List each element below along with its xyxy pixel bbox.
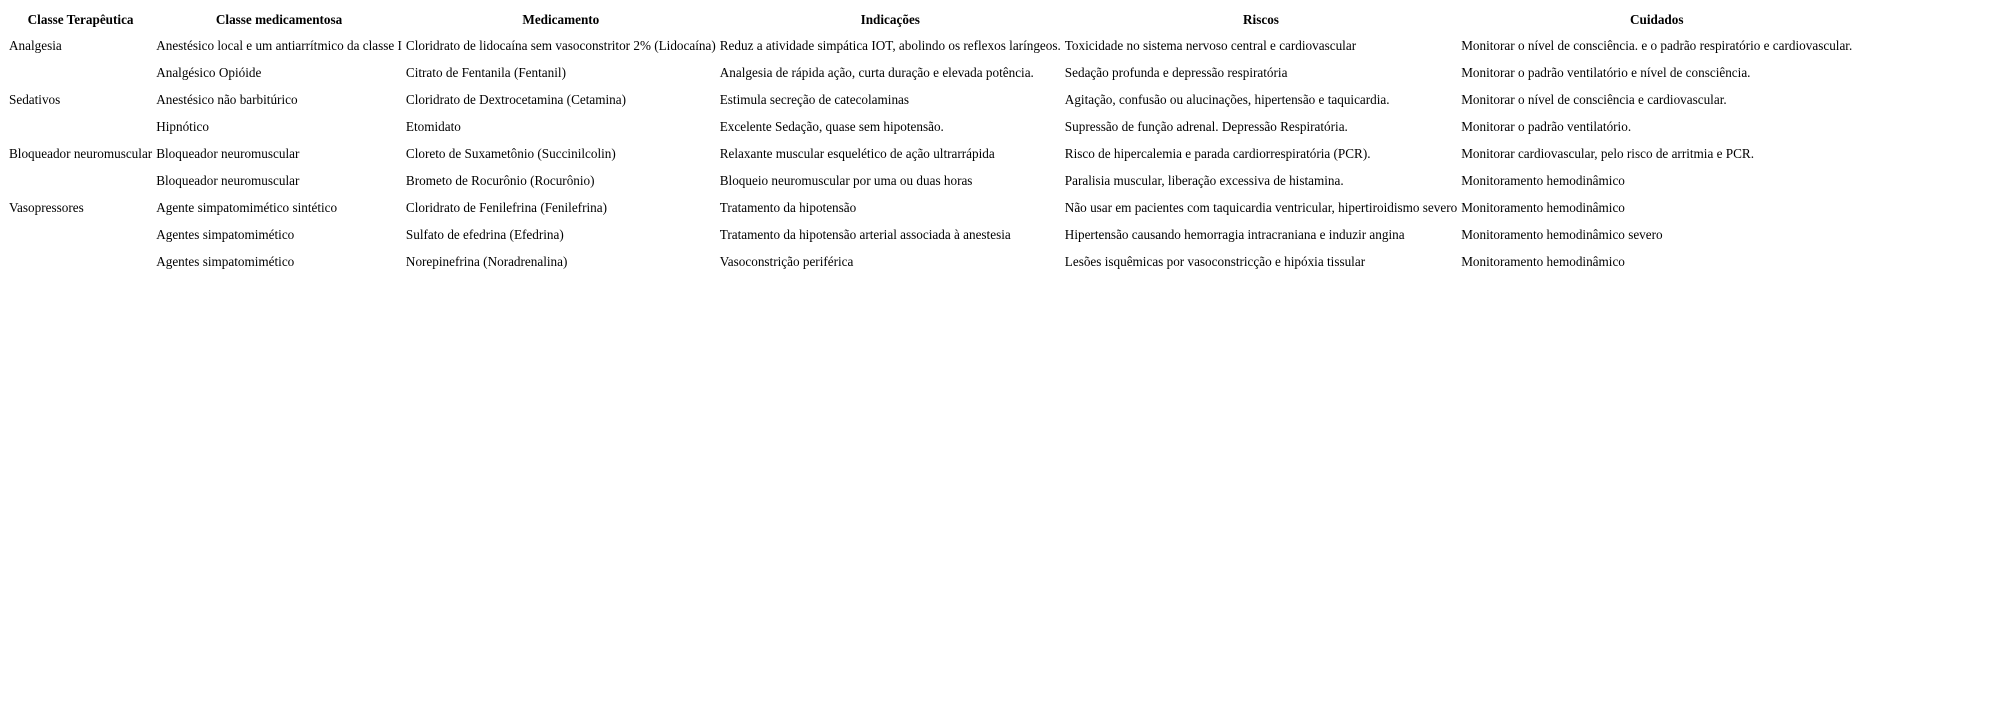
cell-medicamento: Cloridrato de Fenilefrina (Fenilefrina): [405, 200, 607, 215]
cell-riscos: Sedação profunda e depressão respiratória: [1064, 65, 1288, 80]
table-row: [8, 117, 1853, 142]
cell-classe-terapeutica: [8, 117, 153, 142]
header-cuidados: Cuidados: [1629, 12, 1684, 27]
cell-classe-terapeutica: [8, 171, 153, 196]
header-classe-terapeutica: Classe Terapêutica: [27, 12, 134, 27]
table-row: [8, 90, 1853, 115]
cell-cuidados: Monitorar cardiovascular, pelo risco de arritmia e PCR.: [1461, 146, 1754, 161]
table-row: [8, 63, 1853, 88]
medication-table: [6, 8, 1855, 279]
cell-cuidados: Monitorar o padrão ventilatório e nível de consciência.: [1461, 65, 1751, 80]
cell-indicacoes: Estimula secreção de catecolaminas: [719, 92, 910, 107]
cell-classe-medicamentosa: Hipnótico: [156, 119, 209, 134]
cell-classe-medicamentosa: Agentes simpatomimético: [156, 254, 295, 269]
cell-classe-terapeutica: [8, 63, 153, 88]
cell-classe-terapeutica: Vasopressores: [9, 200, 84, 215]
table-row: [8, 36, 1853, 61]
cell-classe-terapeutica: [8, 252, 153, 277]
cell-classe-medicamentosa: Anestésico não barbitúrico: [156, 92, 298, 107]
cell-medicamento: Etomidato: [405, 119, 461, 134]
table-row: [8, 198, 1853, 223]
cell-riscos: Agitação, confusão ou alucinações, hipertensão e taquicardia.: [1064, 92, 1390, 107]
cell-classe-terapeutica: Bloqueador neuromuscular: [9, 146, 153, 161]
cell-classe-terapeutica: Analgesia: [9, 38, 62, 53]
cell-cuidados: Monitorar o padrão ventilatório.: [1461, 119, 1632, 134]
cell-classe-medicamentosa: Bloqueador neuromuscular: [156, 146, 300, 161]
cell-riscos: Hipertensão causando hemorragia intracraniana e induzir angina: [1064, 227, 1405, 242]
cell-classe-medicamentosa: Agente simpatomimético sintético: [156, 200, 338, 215]
header-classe-medicamentosa: Classe medicamentosa: [215, 12, 343, 27]
cell-classe-medicamentosa: Agentes simpatomimético: [156, 227, 295, 242]
cell-indicacoes: Tratamento da hipotensão arterial associada à anestesia: [719, 227, 1011, 242]
cell-cuidados: Monitorar o nível de consciência e cardiovascular.: [1461, 92, 1727, 107]
cell-cuidados: Monitoramento hemodinâmico severo: [1461, 227, 1663, 242]
cell-medicamento: Sulfato de efedrina (Efedrina): [405, 227, 564, 242]
cell-riscos: Toxicidade no sistema nervoso central e cardiovascular: [1064, 38, 1357, 53]
cell-classe-medicamentosa: Anestésico local e um antiarrítmico da classe I: [156, 38, 402, 53]
cell-medicamento: Citrato de Fentanila (Fentanil): [405, 65, 566, 80]
table-row: [8, 171, 1853, 196]
header-medicamento: Medicamento: [522, 12, 600, 27]
header-row: [8, 10, 1853, 34]
cell-riscos: Risco de hipercalemia e parada cardiorrespiratória (PCR).: [1064, 146, 1371, 161]
cell-indicacoes: Analgesia de rápida ação, curta duração e elevada potência.: [719, 65, 1034, 80]
cell-classe-medicamentosa: Bloqueador neuromuscular: [156, 173, 300, 188]
cell-indicacoes: Vasoconstrição periférica: [719, 254, 854, 269]
cell-medicamento: Cloridrato de lidocaína sem vasoconstritor 2% (Lidocaína): [405, 38, 716, 53]
cell-riscos: Não usar em pacientes com taquicardia ventricular, hipertiroidismo severo: [1064, 200, 1458, 215]
cell-riscos: Lesões isquêmicas por vasoconstricção e hipóxia tissular: [1064, 254, 1366, 269]
cell-cuidados: Monitoramento hemodinâmico: [1461, 173, 1625, 188]
cell-medicamento: Cloridrato de Dextrocetamina (Cetamina): [405, 92, 626, 107]
cell-cuidados: Monitoramento hemodinâmico: [1461, 200, 1625, 215]
table-row: [8, 144, 1853, 169]
cell-medicamento: Cloreto de Suxametônio (Succinilcolin): [405, 146, 616, 161]
cell-classe-medicamentosa: Analgésico Opióide: [156, 65, 262, 80]
header-riscos: Riscos: [1243, 12, 1279, 27]
table-row: [8, 225, 1853, 250]
cell-cuidados: Monitorar o nível de consciência. e o padrão respiratório e cardiovascular.: [1461, 38, 1853, 53]
cell-riscos: Paralisia muscular, liberação excessiva de histamina.: [1064, 173, 1344, 188]
cell-cuidados: Monitoramento hemodinâmico: [1461, 254, 1625, 269]
cell-medicamento: Norepinefrina (Noradrenalina): [405, 254, 568, 269]
cell-classe-terapeutica: [8, 225, 153, 250]
cell-indicacoes: Relaxante muscular esquelético de ação ultrarrápida: [719, 146, 995, 161]
cell-indicacoes: Reduz a atividade simpática IOT, abolindo os reflexos laríngeos.: [719, 38, 1061, 53]
cell-indicacoes: Bloqueio neuromuscular por uma ou duas horas: [719, 173, 973, 188]
cell-classe-terapeutica: Sedativos: [9, 92, 61, 107]
cell-riscos: Supressão de função adrenal. Depressão Respiratória.: [1064, 119, 1348, 134]
cell-indicacoes: Excelente Sedação, quase sem hipotensão.: [719, 119, 944, 134]
cell-medicamento: Brometo de Rocurônio (Rocurônio): [405, 173, 595, 188]
cell-indicacoes: Tratamento da hipotensão: [719, 200, 857, 215]
header-indicacoes: Indicações: [860, 12, 920, 27]
table-row: [8, 252, 1853, 277]
